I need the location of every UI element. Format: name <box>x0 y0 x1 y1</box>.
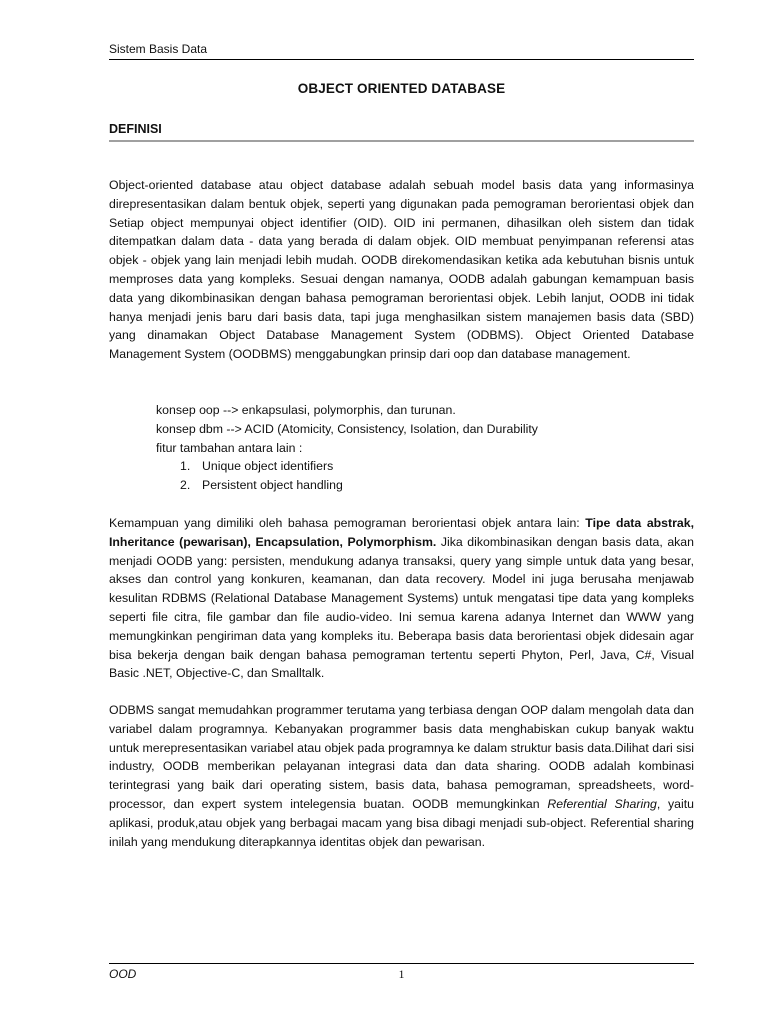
paragraph-capabilities-rest: Jika dikombinasikan dengan basis data, akan menjadi OODB yang: persisten, mendukung adanya transaksi, query yang simple untuk data yang besar, akses dan control yang konkuren, keamanan, dan data recovery. Model ini juga berusaha menjawab kesulitan RDBMS (Relational Database Management Systems) untuk mengatasi tipe data yang kompleks seperti file citra, file gambar dan file audio-video. Ini semua karena adanya Internet dan WWW yang memungkinkan pengiriman data yang kompleks itu. Beberapa basis data berorientasi objek didesain agar bisa bekerja dengan baik dengan bahasa pemograman tertentu seperti Phyton, Perl, Java, C#, Visual Basic .NET, Objective-C, dan Smalltalk. <box>109 534 694 681</box>
features-intro-line: fitur tambahan antara lain : <box>156 440 303 455</box>
running-footer <box>109 963 694 984</box>
footer-label: OOD <box>109 967 137 981</box>
paragraph-odbms-before: ODBMS sangat memudahkan programmer terutama yang terbiasa dengan OOP dalam mengolah data dan variabel dalam programnya. Kebanyakan programmer basis data menghabiskan cukup banyak waktu untuk merepresentasikan variabel atau objek pada programnya ke dalam struktur basis data.Dilihat dari sisi industry, OODB memberikan pelayanan integrasi data dan data sharing. OODB adalah kombinasi terintegrasi yang baik dari operating sistem, basis data, bahasa pemograman, spreadsheets, word-processor, dan expert system intelegensia buatan. OODB memungkinkan <box>109 703 694 811</box>
paragraph-capabilities-bold: Tipe data abstrak, Inheritance (pewarisan), Encapsulation, Polymorphism. <box>109 516 694 549</box>
section-heading-label: DEFINISI <box>109 122 162 136</box>
paragraph-capabilities-intro: Kemampuan yang dimiliki oleh bahasa pemograman berorientasi objek antara lain: <box>109 516 586 530</box>
concept-block <box>156 401 676 495</box>
paragraph-definition: Object-oriented database atau object database adalah sebuah model basis data yang informasinya direpresentasikan dalam bentuk objek, seperti yang digunakan pada pemograman berorientasi objek dan Setiap object mempunyai object identifier (OID). OID ini permanen, dihasilkan oleh sistem dan tidak ditempatkan dalam data - data yang berada di dalam objek. OID membuat penyimpanan referensi atas objek - objek yang lain menjadi lebih mudah. OODB direkomendasikan ketika ada kebutuhan bisnis untuk memproses data yang kompleks. Sesuai dengan namanya, OODB adalah gabungan kemampuan basis data yang dikombinasikan dengan bahasa pemograman berorientasi objek. Lebih lanjut, OODB ini tidak hanya menjadi jenis baru dari basis data, tapi juga menghasilkan sistem manajemen basis data (SBD) yang dinamakan Object Database Management System (ODBMS). Object Oriented Database Management System (OODBMS) menggabungkan prinsip dari oop dan database management. <box>109 178 694 362</box>
paragraph-odbms <box>109 701 694 851</box>
concept-dbm-line: konsep dbm --> ACID (Atomicity, Consistency, Isolation, dan Durability <box>156 421 538 436</box>
page-number: 1 <box>398 967 405 981</box>
concept-oop-line: konsep oop --> enkapsulasi, polymorphis, dan turunan. <box>156 403 456 417</box>
list-item-number: 2. <box>180 478 191 493</box>
list-item-text: Persistent object handling <box>202 478 343 493</box>
running-header-title: Sistem Basis Data <box>109 42 208 56</box>
list-item <box>156 457 676 476</box>
paragraph-odbms-italic: Referential Sharing <box>547 796 657 811</box>
section-heading-definisi <box>109 121 694 142</box>
paragraph-capabilities <box>109 514 694 683</box>
paragraph-odbms-after: , yaitu aplikasi, produk,atau objek yang berbagai macam yang bisa dibagi menjadi sub-object. Referential sharing inilah yang mendukung diterapkannya identitas objek dan pewarisan. <box>109 796 694 849</box>
feature-list <box>156 457 676 495</box>
list-item-text: Unique object identifiers <box>202 459 334 474</box>
running-header <box>109 42 694 60</box>
list-item <box>156 476 676 495</box>
document-title: OBJECT ORIENTED DATABASE <box>297 81 506 96</box>
list-item-number: 1. <box>180 459 191 474</box>
